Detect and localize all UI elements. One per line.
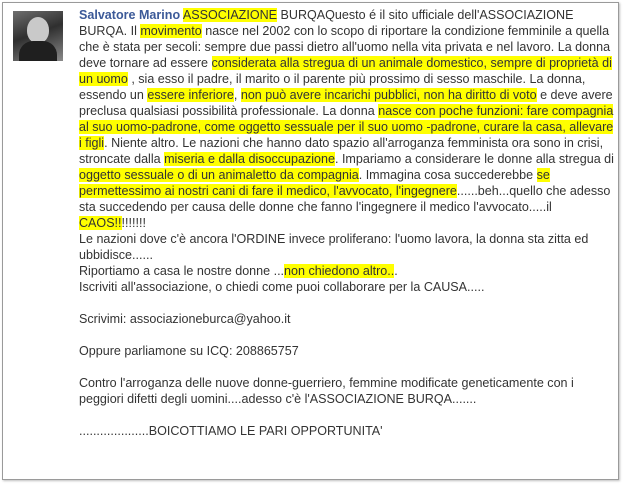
avatar-head-shape [27, 17, 49, 43]
post-line-email: Scrivimi: associazioneburca@yahoo.it [79, 312, 291, 326]
spacer [79, 359, 619, 375]
bring-home-end: . [394, 264, 398, 278]
highlighted-phrase: essere inferiore [147, 88, 234, 102]
post-text-segment: !!!!!!! [121, 216, 146, 230]
highlighted-phrase: nasce con poche funzioni: fare compagnia al suo uomo-padrone, come oggetto sessuale per il suo uomo -padrone, curare la casa, allevare i figli [79, 104, 614, 150]
post-text-segment: nasce nel 2002 con lo scopo di riportare la condizione femminile a quella che è stata per secoli: sempre due passi dietro all'uomo nella vita privata e nel lavoro. La donna deve tornare ad essere [79, 24, 611, 70]
spacer [79, 327, 619, 343]
post-line-icq: Oppure parliamone su ICQ: 208865757 [79, 344, 299, 358]
post-text-segment: BURQAQuesto é il sito ufficiale dell'ASSOCIAZIONE BURQA. Il [79, 8, 574, 38]
post-text-segments [79, 8, 614, 230]
bring-home-text: Riportiamo a casa le nostre donne ... [79, 264, 285, 278]
highlighted-phrase: non chiedono altro.. [284, 264, 395, 278]
highlighted-phrase: miseria e dalla disoccupazione [164, 152, 335, 166]
post-main-paragraph [79, 7, 619, 231]
post-line-subscribe: Iscriviti all'associazione, o chiedi come puoi collaborare per la CAUSA..... [79, 280, 485, 294]
spacer [79, 295, 619, 311]
highlighted-phrase: oggetto sessuale o di un animaletto da compagnia [79, 168, 359, 182]
post-line-order: Le nazioni dove c'è ancora l'ORDINE invece proliferano: l'uomo lavora, la donna sta zitta ed ubbidisce...... [79, 232, 589, 262]
highlighted-phrase: movimento [140, 24, 202, 38]
post-line-against: Contro l'arroganza delle nuove donne-guerriero, femmine modificate geneticamente con i peggiori difetti degli uomini....adesso c'è l'ASSOCIAZIONE BURQA....... [79, 376, 574, 406]
post-line-bring-home [79, 263, 619, 279]
author-link[interactable]: Salvatore Marino [79, 8, 181, 22]
highlighted-phrase: non può avere incarichi pubblici, non ha diritto di voto [240, 88, 537, 102]
post-text-segment: . Niente altro. Le nazioni che hanno dato spazio all'arroganza femminista ora sono in crisi, stroncate dalla [79, 136, 604, 166]
post-text-segment: . Immagina cosa succederebbe [358, 168, 537, 182]
spacer [79, 407, 619, 423]
highlighted-phrase: CAOS!! [79, 216, 122, 230]
avatar-body-shape [19, 41, 57, 61]
post-body [79, 7, 619, 439]
highlighted-phrase: considerata alla stregua di un animale domestico, sempre di proprietà di un uomo [79, 56, 612, 86]
post-line-boycott: ....................BOICOTTIAMO LE PARI OPPORTUNITA' [79, 424, 383, 438]
post-text-segment: ......beh...quello che adesso sta succedendo per causa delle donne che fanno l'ingegnere il medico l'avvocato.....il [79, 184, 611, 214]
post-text-segment: e deve avere preclusa qualsiasi possibilità professionale. La donna [79, 88, 613, 118]
post-text-segment: . Impariamo a considerare le donne alla stregua di [334, 152, 614, 166]
highlighted-phrase: ASSOCIAZIONE [182, 8, 278, 22]
post-text-segment: , [233, 88, 241, 102]
post-screenshot-frame [2, 2, 619, 480]
highlighted-phrase: se permettessimo ai nostri cani di fare il medico, l'avvocato, l'ingegnere [79, 168, 550, 198]
post-text-segment: , sia esso il padre, il marito o il parente più prossimo di sesso maschile. La donna, essendo un [79, 72, 586, 102]
avatar[interactable] [13, 11, 63, 61]
